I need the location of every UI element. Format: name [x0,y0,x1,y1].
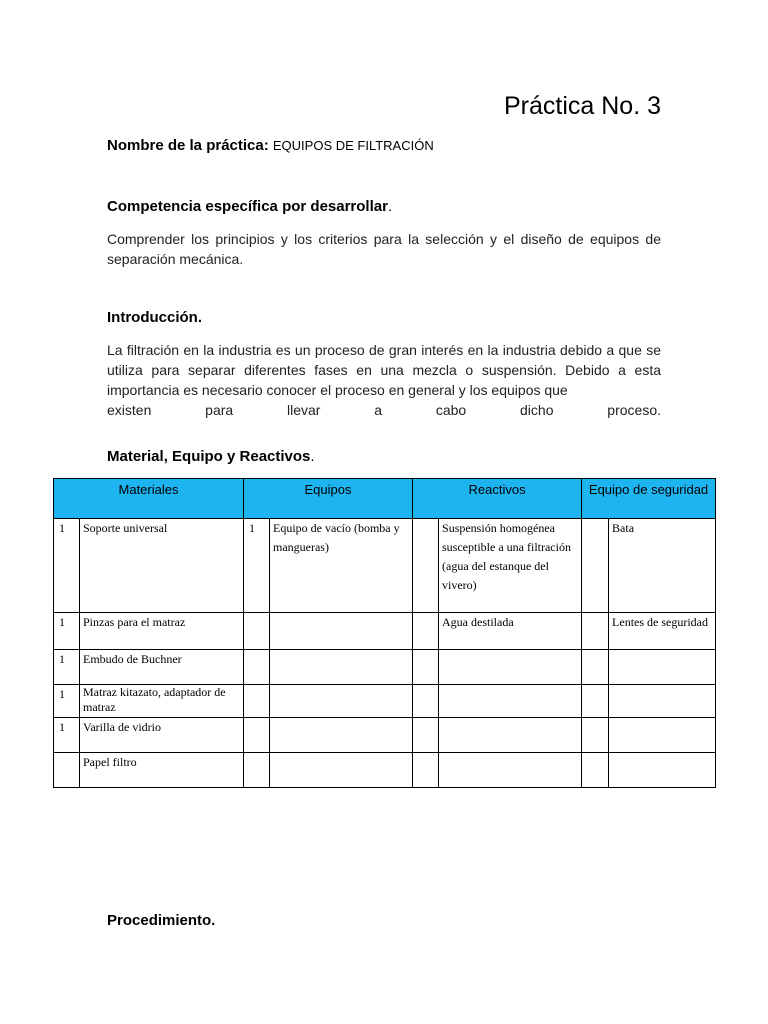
practice-name-label: Nombre de la práctica: [107,137,269,154]
cell-seguridad [609,685,716,718]
cell-qty [54,753,80,788]
procedure-heading: Procedimiento. [107,912,216,929]
intro-text-last-line: existen para llevar a cabo dicho proceso. [107,402,661,418]
header-equipo-seguridad: Equipo de seguridad [582,479,716,519]
cell-qty: 1 [54,613,80,650]
cell-qty [413,718,439,753]
cell-reactivo: Suspensión homogénea susceptible a una filtración (agua del estanque del vivero) [439,519,582,613]
cell-equipo [270,650,413,685]
cell-qty [413,613,439,650]
cell-seguridad: Lentes de seguridad [609,613,716,650]
materials-heading-text: Material, Equipo y Reactivos [107,448,311,465]
header-equipos: Equipos [244,479,413,519]
cell-material: Soporte universal [80,519,244,613]
cell-equipo [270,613,413,650]
practice-name [107,137,434,154]
materials-heading: Material, Equipo y Reactivos. [107,448,315,465]
header-reactivos: Reactivos [413,479,582,519]
header-materiales: Materiales [54,479,244,519]
cell-material: Papel filtro [80,753,244,788]
table-row [54,650,716,685]
intro-heading: Introducción. [107,309,202,326]
cell-qty [413,753,439,788]
cell-qty [244,613,270,650]
cell-reactivo: Agua destilada [439,613,582,650]
cell-material: Embudo de Buchner [80,650,244,685]
cell-qty: 1 [54,519,80,613]
cell-reactivo [439,718,582,753]
cell-qty [244,753,270,788]
cell-qty: 1 [54,685,80,718]
page-title: Práctica No. 3 [503,92,661,120]
cell-seguridad [609,753,716,788]
cell-seguridad: Bata [609,519,716,613]
cell-qty [244,650,270,685]
cell-qty [582,650,609,685]
cell-material: Matraz kitazato, adaptador de matraz [80,685,244,718]
cell-qty: 1 [244,519,270,613]
cell-qty: 1 [54,718,80,753]
cell-qty [582,685,609,718]
table-row [54,519,716,613]
cell-qty: 1 [54,650,80,685]
table-row [54,685,716,718]
intro-text-body: La filtración en la industria es un proceso de gran interés en la industria debido a que se utiliza para separar diferentes fases en una mezcla o suspensión. Debido a esta importancia es necesario conocer el proceso en general y los equipos que [107,342,661,398]
competence-text: Comprender los principios y los criterios para la selección y el diseño de equipos de separación mecánica. [107,231,661,267]
cell-material: Varilla de vidrio [80,718,244,753]
cell-qty [413,685,439,718]
cell-qty [582,718,609,753]
cell-qty [582,519,609,613]
cell-qty [413,650,439,685]
table-header-row [54,479,716,519]
table-row [54,613,716,650]
cell-equipo [270,753,413,788]
cell-qty [244,685,270,718]
cell-seguridad [609,650,716,685]
competence-heading-text: Competencia específica por desarrollar [107,198,388,215]
cell-reactivo [439,753,582,788]
cell-equipo: Equipo de vacío (bomba y mangueras) [270,519,413,613]
cell-qty [413,519,439,613]
cell-reactivo [439,650,582,685]
cell-qty [582,753,609,788]
materials-table [53,478,716,788]
competence-heading: Competencia específica por desarrollar. [107,198,393,215]
practice-name-value: EQUIPOS DE FILTRACIÓN [272,138,434,153]
cell-reactivo [439,685,582,718]
intro-text [107,340,661,420]
cell-qty [582,613,609,650]
table-row [54,718,716,753]
cell-qty [244,718,270,753]
cell-equipo [270,718,413,753]
cell-seguridad [609,718,716,753]
cell-material: Pinzas para el matraz [80,613,244,650]
table-row [54,753,716,788]
cell-equipo [270,685,413,718]
